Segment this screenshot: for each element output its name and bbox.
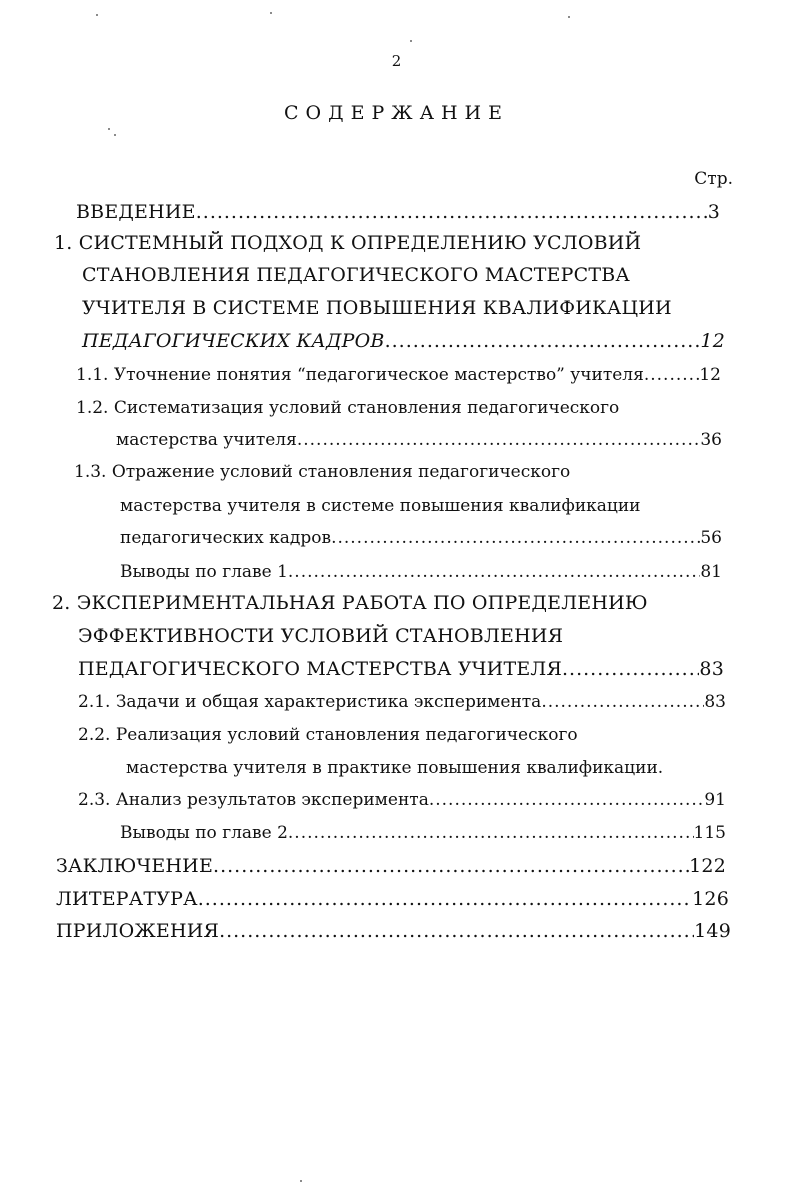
toc-conclusions-chapter-1[interactable]: Выводы по главе 1 ..... 81 <box>120 557 722 587</box>
toc-leader <box>541 687 704 717</box>
toc-chapter-1-line-1[interactable]: 1. СИСТЕМНЫЙ ПОДХОД К ОПРЕДЕЛЕНИЮ УСЛОВИЙ <box>54 232 642 254</box>
toc-section-1-3-line-2: мастерства учителя в системе повышения квалификации <box>120 496 641 516</box>
toc-leader <box>219 916 694 946</box>
scan-speck <box>96 14 98 16</box>
toc-leader <box>331 523 700 553</box>
scan-speck <box>114 134 116 136</box>
toc-leader <box>288 818 694 848</box>
toc-leader <box>196 197 708 227</box>
toc-leader <box>288 557 700 587</box>
toc-chapter-2-line-3: ПЕДАГОГИЧЕСКОГО МАСТЕРСТВА УЧИТЕЛЯ ..... 83 <box>78 654 724 684</box>
toc-entry-appendices[interactable]: ПРИЛОЖЕНИЯ ..... 149 <box>56 916 731 946</box>
toc-entry-conclusion[interactable]: ЗАКЛЮЧЕНИЕ ..... 122 <box>56 851 726 881</box>
toc-page-number: 126 <box>692 888 729 910</box>
toc-section-2-2-line-1[interactable]: 2.2. Реализация условий становления педагогического <box>78 725 578 745</box>
scan-speck <box>300 1180 302 1182</box>
toc-leader <box>213 851 689 881</box>
toc-section-1-2-line-2: мастерства учителя ..... 36 <box>116 425 722 455</box>
toc-leader <box>198 884 692 914</box>
toc-page-number: 12 <box>700 330 725 352</box>
toc-page-number: 81 <box>700 562 722 582</box>
toc-page-number: 91 <box>704 790 726 810</box>
scan-speck <box>410 40 412 42</box>
page-title: СОДЕРЖАНИЕ <box>284 102 509 124</box>
page-number: 2 <box>391 52 402 70</box>
toc-chapter-1-line-3: УЧИТЕЛЯ В СИСТЕМЕ ПОВЫШЕНИЯ КВАЛИФИКАЦИИ <box>82 297 672 319</box>
toc-section-1-3-line-3: педагогических кадров ..... 56 <box>120 523 722 553</box>
toc-page-number: 36 <box>700 430 722 450</box>
toc-section-2-1[interactable]: 2.1. Задачи и общая характеристика эксперимента ..... 83 <box>78 687 726 717</box>
toc-leader <box>562 654 699 684</box>
toc-chapter-2-line-2: ЭФФЕКТИВНОСТИ УСЛОВИЙ СТАНОВЛЕНИЯ <box>78 625 564 647</box>
toc-leader <box>297 425 701 455</box>
toc-page-number: 115 <box>693 823 726 843</box>
toc-chapter-1-line-2: СТАНОВЛЕНИЯ ПЕДАГОГИЧЕСКОГО МАСТЕРСТВА <box>82 264 630 286</box>
toc-chapter-2-line-1[interactable]: 2. ЭКСПЕРИМЕНТАЛЬНАЯ РАБОТА ПО ОПРЕДЕЛЕНИЮ <box>52 592 648 614</box>
toc-page-number: 12 <box>699 365 721 385</box>
toc-section-2-2-line-2: мастерства учителя в практике повышения квалификации. <box>126 758 664 778</box>
toc-section-1-3-line-1[interactable]: 1.3. Отражение условий становления педагогического <box>74 462 571 482</box>
scan-speck <box>108 128 110 130</box>
toc-page-number: 83 <box>704 692 726 712</box>
toc-section-1-1[interactable]: 1.1. Уточнение понятия “педагогическое мастерство” учителя ..... 12 <box>76 360 721 390</box>
toc-section-2-3[interactable]: 2.3. Анализ результатов эксперимента ..... 91 <box>78 785 726 815</box>
toc-entry-literature[interactable]: ЛИТЕРАТУРА ..... 126 <box>56 884 729 914</box>
toc-chapter-1-line-4: ПЕДАГОГИЧЕСКИХ КАДРОВ ..... 12 <box>82 326 725 356</box>
toc-leader <box>385 326 701 356</box>
toc-page-number: 83 <box>699 658 724 680</box>
toc-page-number: 149 <box>694 920 731 942</box>
toc-leader <box>429 785 705 815</box>
toc-page-number: 122 <box>689 855 726 877</box>
toc-page-number: 56 <box>700 528 722 548</box>
toc-conclusions-chapter-2[interactable]: Выводы по главе 2 ..... 115 <box>120 818 726 848</box>
toc-leader <box>644 360 700 390</box>
toc-section-1-2-line-1[interactable]: 1.2. Систематизация условий становления педагогического <box>76 398 620 418</box>
scan-speck <box>568 16 570 18</box>
page-column-label: Стр. <box>694 169 733 189</box>
toc-page-number: 3 <box>707 201 720 223</box>
toc-entry-title: ВВЕДЕНИЕ <box>76 201 196 223</box>
toc-entry-intro[interactable] <box>76 197 720 227</box>
scan-speck <box>270 12 272 14</box>
